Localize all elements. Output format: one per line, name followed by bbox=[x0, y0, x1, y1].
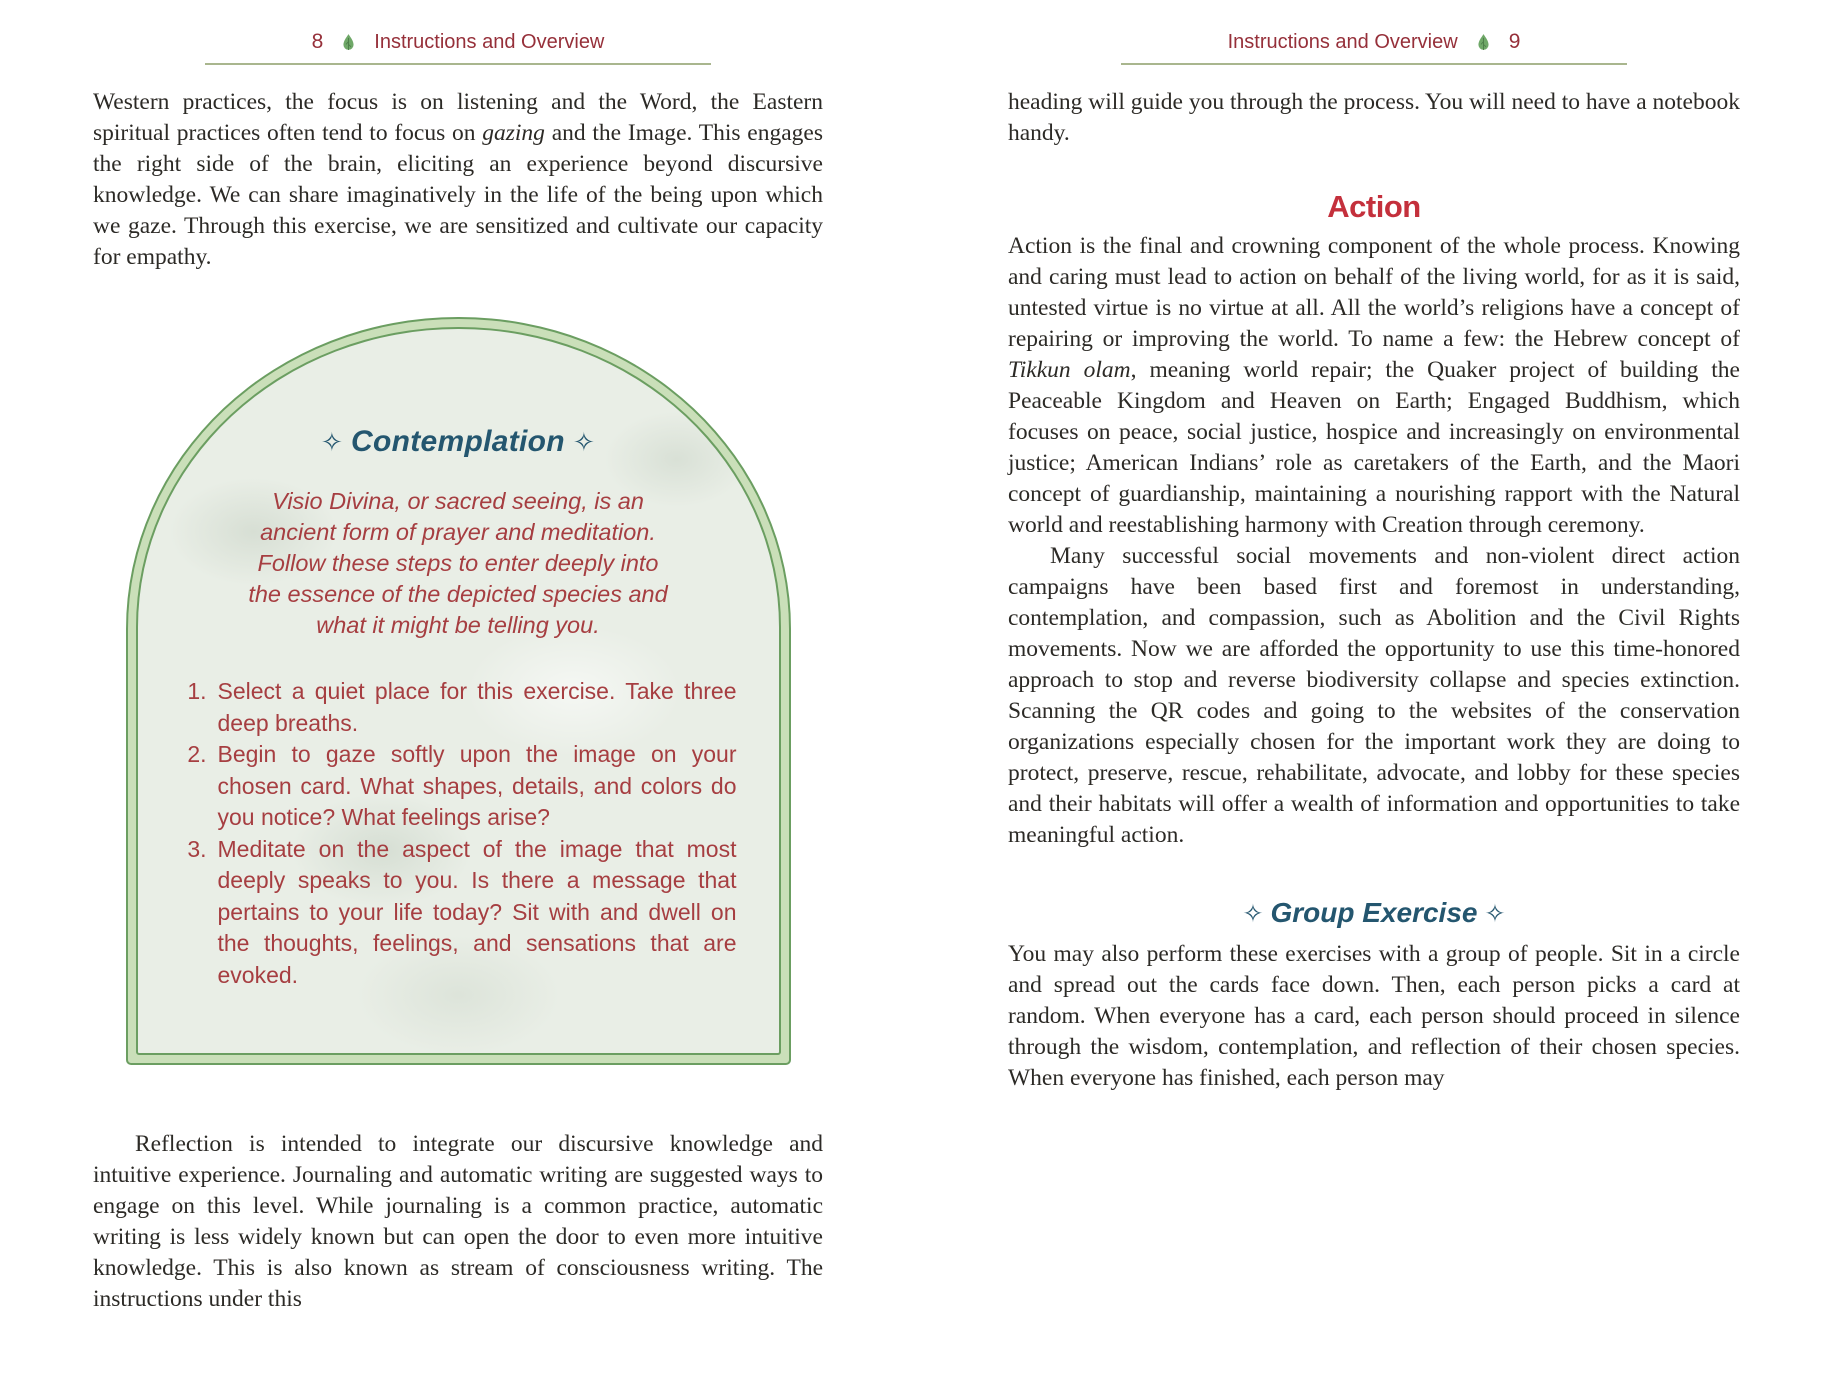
list-item bbox=[180, 834, 737, 992]
step-text: Begin to gaze softly upon the image on your chosen card. What shapes, details, and colors do you notice? What feelings arise? bbox=[217, 741, 737, 830]
step-text: Select a quiet place for this exercise. Take three deep breaths. bbox=[217, 678, 737, 736]
page-right bbox=[1008, 30, 1740, 1094]
sparkle-ornament-icon: ✧ bbox=[572, 427, 596, 457]
step-number: 2. bbox=[187, 741, 207, 767]
step-text: Meditate on the aspect of the image that most deeply speaks to you. Is there a message that pertains to your life today? Sit with and dwell on the thoughts, feelings, and sensations that are evoked. bbox=[217, 835, 737, 988]
running-head-title-left: Instructions and Overview bbox=[374, 30, 605, 53]
sparkle-ornament-icon: ✧ bbox=[1484, 900, 1506, 928]
paragraph-western-practices: Western practices, the focus is on listening and the Word, the Eastern spiritual practices often tend to focus on gazing and the Image. This engages the right side of the brain, eliciting an experience beyond discursive knowledge. We can share imaginatively in the life of the being upon which we gaze. Through this exercise, we are sensitized and cultivate our capacity for empathy. bbox=[93, 89, 823, 270]
page-left bbox=[93, 30, 823, 1315]
leaf-icon bbox=[341, 33, 356, 52]
group-exercise-heading-label: Group Exercise bbox=[1270, 897, 1478, 928]
visio-divina-intro: Visio Divina, or sacred seeing, is an ancient form of prayer and meditation. Follow these steps to enter deeply into the essence of the depicted species and what it might be telling you. bbox=[248, 488, 668, 638]
contemplation-box bbox=[126, 317, 791, 1065]
running-head-left bbox=[205, 30, 711, 65]
list-item bbox=[180, 739, 737, 834]
paragraph-heading-continuation: heading will guide you through the process. You will need to have a notebook handy. bbox=[1008, 89, 1740, 146]
contemplation-heading bbox=[180, 425, 737, 459]
page-number-left: 8 bbox=[311, 30, 324, 53]
paragraph-movements: Many successful social movements and non-violent direct action campaigns have been based first and foremost in understanding, contemplation, and compassion, such as Abolition and the Civil Rights movements. Now we are afforded the opportunity to use this time-honored approach to stop and reverse biodiversity collapse and species extinction. Scanning the QR codes and going to the websites of the conservation organizations especially chosen for the important work they are doing to protect, preserve, rescue, rehabilitate, advocate, and lobby for these species and their habitats will offer a wealth of information and opportunities to take meaningful action. bbox=[1008, 543, 1740, 848]
sparkle-ornament-icon: ✧ bbox=[320, 427, 344, 457]
list-item bbox=[180, 676, 737, 739]
paragraph-action: Action is the final and crowning component of the whole process. Knowing and caring must lead to action on behalf of the living world, for as it is said, untested virtue is no virtue at all. All the world’s religions have a concept of repairing or improving the world. To name a few: the Hebrew concept of Tikkun olam, meaning world repair; the Quaker project of building the Peaceable Kingdom and Heaven on Earth; Engaged Buddhism, which focuses on peace, social justice, hospice and increasingly on environmental justice; American Indians’ role as caretakers of the Earth, and the Maori concept of guardianship, maintaining a nourishing rapport with the Natural world and reestablishing harmony with Creation through ceremony. bbox=[1008, 233, 1740, 538]
contemplation-box-inner bbox=[136, 327, 781, 1055]
sparkle-ornament-icon: ✧ bbox=[1242, 900, 1264, 928]
step-number: 3. bbox=[187, 835, 207, 862]
action-heading: Action bbox=[1327, 189, 1421, 224]
step-number: 1. bbox=[187, 678, 207, 704]
contemplation-heading-label: Contemplation bbox=[351, 425, 565, 458]
group-exercise-heading bbox=[1008, 897, 1740, 929]
paragraph-group-exercise: You may also perform these exercises with a group of people. Sit in a circle and spread out the cards face down. Then, each person picks a card at random. When everyone has a card, each person should proceed in silence through the wisdom, contemplation, and reflection of their chosen species. When everyone has finished, each person may bbox=[1008, 941, 1740, 1091]
running-head-title-right: Instructions and Overview bbox=[1227, 30, 1458, 53]
page-number-right: 9 bbox=[1508, 30, 1521, 53]
paragraph-reflection: Reflection is intended to integrate our discursive knowledge and intuitive experience. Journaling and automatic writing are suggested ways to engage on this level. While journaling is a common practice, automatic writing is less widely known but can open the door to even more intuitive knowledge. This is also known as stream of consciousness writing. The instructions under this bbox=[93, 1131, 823, 1312]
running-head-right bbox=[1121, 30, 1627, 65]
leaf-icon bbox=[1476, 33, 1491, 52]
contemplation-steps bbox=[180, 676, 737, 991]
